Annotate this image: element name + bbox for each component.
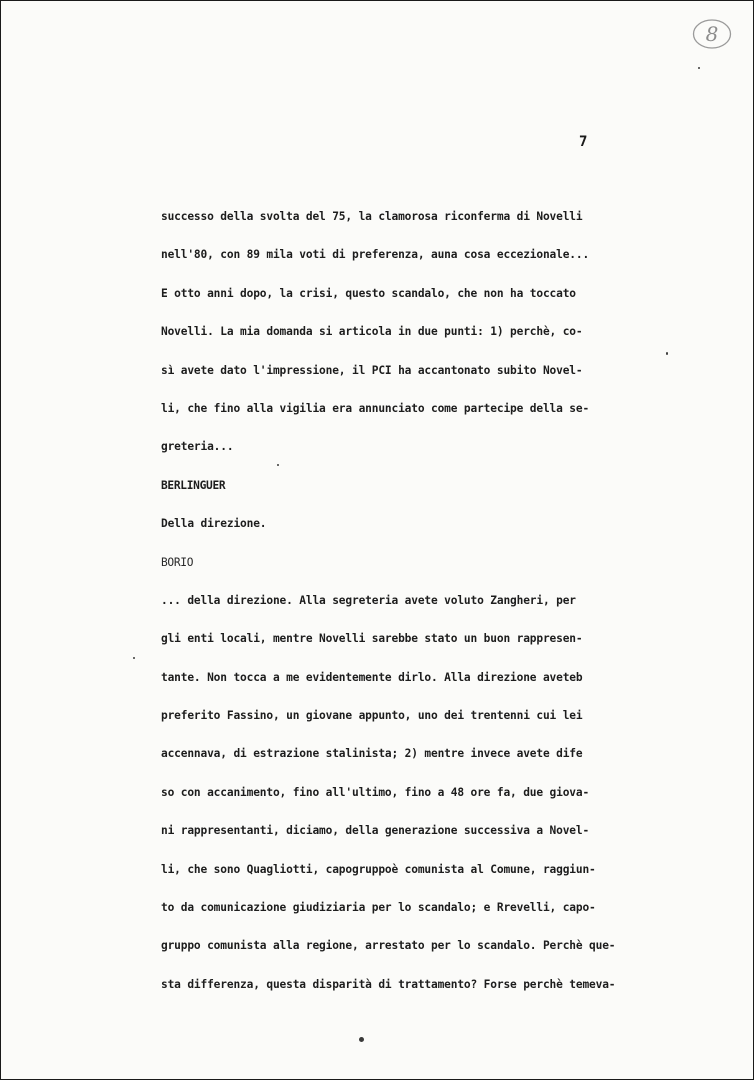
text-line: tante. Non tocca a me evidentemente dirlo. Alla direzione aveteb (161, 670, 583, 684)
paper-speck (666, 352, 668, 355)
text-line: nell'80, con 89 mila voti di preferenza, auna cosa eccezionale... (161, 248, 590, 262)
text-line: to da comunicazione giudiziaria per lo scandalo; e Rrevelli, capo- (161, 901, 596, 915)
text-line: li, che fino alla vigilia era annunciato come partecipe della se- (161, 401, 590, 415)
text-line: Novelli. La mia domanda si articola in due punti: 1) perchè, co- (161, 325, 583, 339)
paper-speck (698, 67, 700, 69)
text-line: sì avete dato l'impressione, il PCI ha accantonato subito Novel- (161, 363, 583, 377)
speaker-name-berlinguer: BERLINGUER (161, 478, 226, 492)
paper-speck (277, 464, 279, 466)
text-line: E otto anni dopo, la crisi, questo scandalo, che non ha toccato (161, 286, 576, 300)
archive-number-text: 8 (705, 22, 719, 46)
text-line: gli enti locali, mentre Novelli sarebbe stato un buon rappresen- (161, 632, 583, 646)
archive-number-stamp (691, 17, 733, 51)
text-line: accennava, di estrazione stalinista; 2) mentre invece avete dife (161, 747, 583, 761)
text-line: ... della direzione. Alla segreteria avete voluto Zangheri, per (161, 593, 576, 607)
text-line: Della direzione. (161, 517, 267, 531)
text-line: so con accanimento, fino all'ultimo, fino a 48 ore fa, due giova- (161, 785, 590, 799)
text-line: gruppo comunista alla regione, arrestato per lo scandalo. Perchè que- (161, 939, 616, 953)
text-line: greteria... (161, 440, 234, 454)
transcript-body (161, 208, 701, 1014)
text-line: li, che sono Quagliotti, capogruppoè comunista al Comune, raggiun- (161, 862, 596, 876)
text-line: sta differenza, questa disparità di trattamento? Forse perchè temeva- (161, 977, 616, 991)
speaker-name-borio: BORIO (161, 555, 194, 569)
text-line: ni rappresentanti, diciamo, della generazione successiva a Novel- (161, 824, 590, 838)
circled-archive-number (691, 17, 733, 51)
paper-speck (133, 657, 135, 659)
paper-speck (359, 1037, 364, 1042)
text-line: successo della svolta del 75, la clamorosa riconferma di Novelli (161, 210, 583, 223)
page-number: 7 (579, 134, 588, 150)
text-line: preferito Fassino, un giovane appunto, uno dei trentenni cui lei (161, 709, 583, 723)
